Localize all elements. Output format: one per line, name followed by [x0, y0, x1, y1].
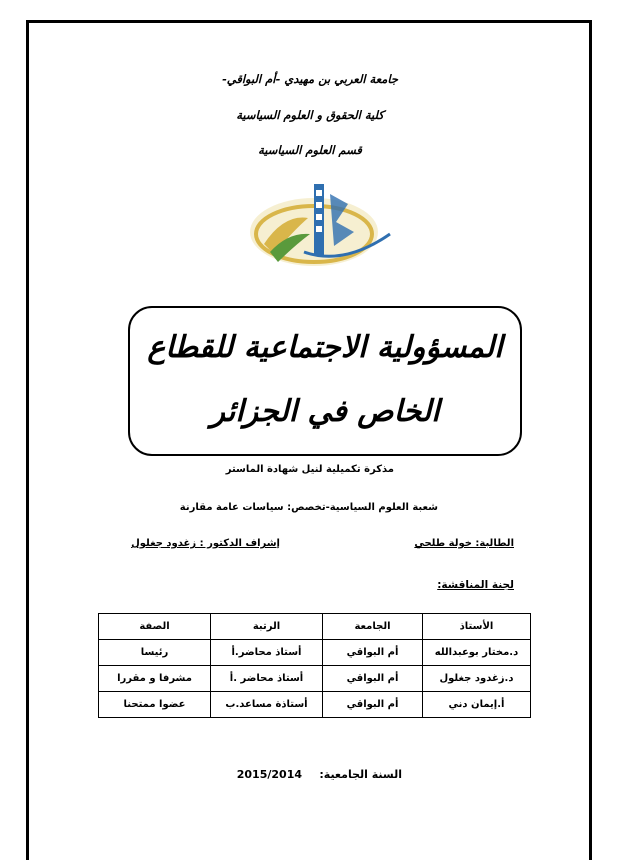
university-name: جامعة العربي بن مهيدي -أم البواقي- [221, 72, 399, 86]
table-cell: عضوا ممتحنا [99, 692, 211, 718]
table-cell: أستاذ محاضر.أ [211, 640, 323, 666]
column-header: الجامعة [323, 614, 423, 640]
student-name: الطالبة: خولة طلحي [414, 538, 514, 549]
faculty-name: كلية الحقوق و العلوم السياسية [236, 108, 384, 122]
table-cell: أ.إيمان دني [423, 692, 531, 718]
title-line-2: الخاص في الجزائر [210, 394, 440, 429]
table-row [99, 692, 531, 718]
column-header: الرتبة [211, 614, 323, 640]
emblem-tower-window-2 [316, 202, 322, 208]
academic-year-label: السنة الجامعية: [319, 768, 402, 781]
table-cell: أم البواقي [323, 640, 423, 666]
emblem-tower-window-1 [316, 190, 322, 196]
table-header-row [99, 614, 531, 640]
department-name: قسم العلوم السياسية [258, 143, 362, 157]
table-cell: رئيسا [99, 640, 211, 666]
table-cell: أستاذ محاضر .أ [211, 666, 323, 692]
table-cell: مشرفا و مقررا [99, 666, 211, 692]
academic-year-value: 2015/2014 [236, 768, 302, 781]
table-row [99, 666, 531, 692]
specialization-line: شعبة العلوم السياسية-تخصص: سياسات عامة مقارنة [179, 502, 438, 513]
supervisor-name: إشراف الدكتور : زغدود جغلول [131, 538, 280, 549]
table-row [99, 640, 531, 666]
university-emblem-icon [244, 174, 400, 274]
emblem-tower-window-3 [316, 214, 322, 220]
degree-line: مذكرة تكميلية لنيل شهادة الماستر [225, 464, 394, 475]
table-cell: أستاذة مساعد.ب [211, 692, 323, 718]
table-cell: أم البواقي [323, 692, 423, 718]
committee-table [98, 613, 531, 718]
table-cell: د.مختار بوعبدالله [423, 640, 531, 666]
table-cell: د.زغدود جغلول [423, 666, 531, 692]
emblem-tower-window-4 [316, 226, 322, 232]
column-header: الأستاذ [423, 614, 531, 640]
title-line-1: المسؤولية الاجتماعية للقطاع [147, 330, 503, 365]
title-box [128, 306, 522, 456]
committee-heading: لجنة المناقشة: [437, 579, 514, 591]
column-header: الصفة [99, 614, 211, 640]
table-cell: أم البواقي [323, 666, 423, 692]
